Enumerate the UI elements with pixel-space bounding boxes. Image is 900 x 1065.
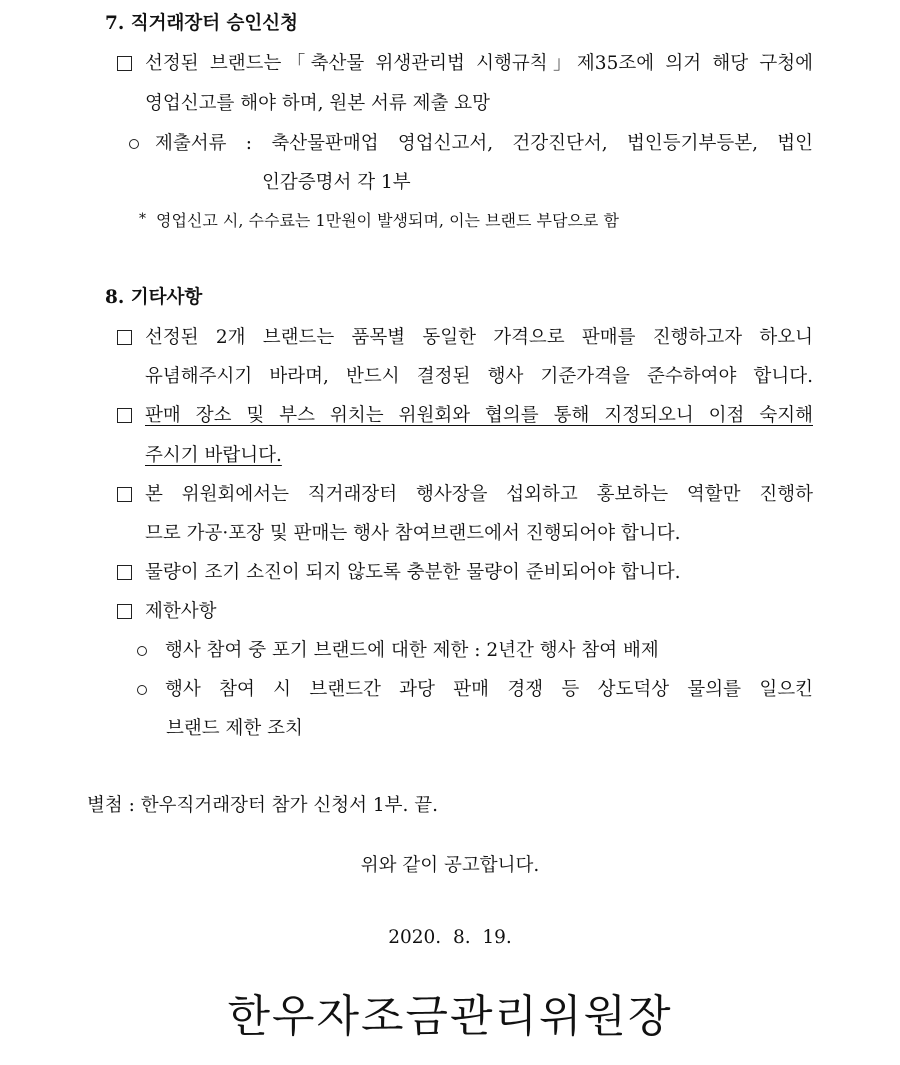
signer-title: 한우자조금관리위원장 (227, 991, 673, 1042)
section7-heading: 7. 직거래장터 승인신청 (105, 13, 299, 34)
section8-item1-line2: 유념해주시기 바라며, 반드시 결정된 행사 기준가격을 준수하여야 합니다. (145, 366, 813, 387)
section7-item1-line2: 영업신고를 해야 하며, 원본 서류 제출 요망 (145, 93, 490, 114)
section8-restrict2-line1: 행사 참여 시 브랜드간 과당 판매 경쟁 등 상도덕상 물의를 일으킨 (165, 679, 813, 700)
checkbox-square-icon (117, 408, 132, 423)
checkbox-square-icon (117, 330, 132, 345)
section7-item1-line1: 선정된 브랜드는「축산물 위생관리법 시행규칙」제35조에 의거 해당 구청에 (145, 53, 813, 74)
section8-item3-line1: 본 위원회에서는 직거래장터 행사장을 섭외하고 홍보하는 역할만 진행하 (145, 484, 813, 505)
section7-docs-line2: 인감증명서 각 1부 (262, 172, 411, 193)
checkbox-square-icon (117, 487, 132, 502)
section8-item1-line1: 선정된 2개 브랜드는 품목별 동일한 가격으로 판매를 진행하고자 하오니 (145, 327, 813, 348)
section8-item3-line2: 므로 가공·포장 및 판매는 행사 참여브랜드에서 진행되어야 합니다. (145, 523, 681, 544)
section7-note-text: 영업신고 시, 수수료는 1만원이 발생되며, 이는 브랜드 부담으로 함 (156, 211, 619, 230)
section8-item2-line1: 판매 장소 및 부스 위치는 위원회와 협의를 통해 지정되오니 이점 숙지해 (145, 405, 813, 426)
checkbox-square-icon (117, 604, 132, 619)
note-asterisk: * (139, 211, 146, 227)
section8-restrict2-line2: 브랜드 제한 조치 (166, 718, 303, 739)
announcement: 위와 같이 공고합니다. (360, 855, 540, 876)
section8-item2-line2: 주시기 바랍니다. (145, 445, 282, 466)
attachment-line: 별첨 : 한우직거래장터 참가 신청서 1부. 끝. (87, 795, 438, 816)
checkbox-square-icon (117, 565, 132, 580)
bullet-circle-icon (137, 685, 147, 695)
section7-docs-line1: 제출서류 : 축산물판매업 영업신고서, 건강진단서, 법인등기부등본, 법인 (155, 133, 813, 154)
date: 2020. 8. 19. (388, 927, 512, 948)
section8-item4-text: 물량이 조기 소진이 되지 않도록 충분한 물량이 준비되어야 합니다. (145, 562, 681, 583)
checkbox-square-icon (117, 56, 132, 71)
section8-item5-text: 제한사항 (145, 601, 217, 622)
section8-restrict1-text: 행사 참여 중 포기 브랜드에 대한 제한 : 2년간 행사 참여 배제 (165, 640, 659, 661)
bullet-circle-icon (137, 646, 147, 656)
section8-heading: 8. 기타사항 (105, 287, 203, 308)
bullet-circle-icon (129, 139, 139, 149)
